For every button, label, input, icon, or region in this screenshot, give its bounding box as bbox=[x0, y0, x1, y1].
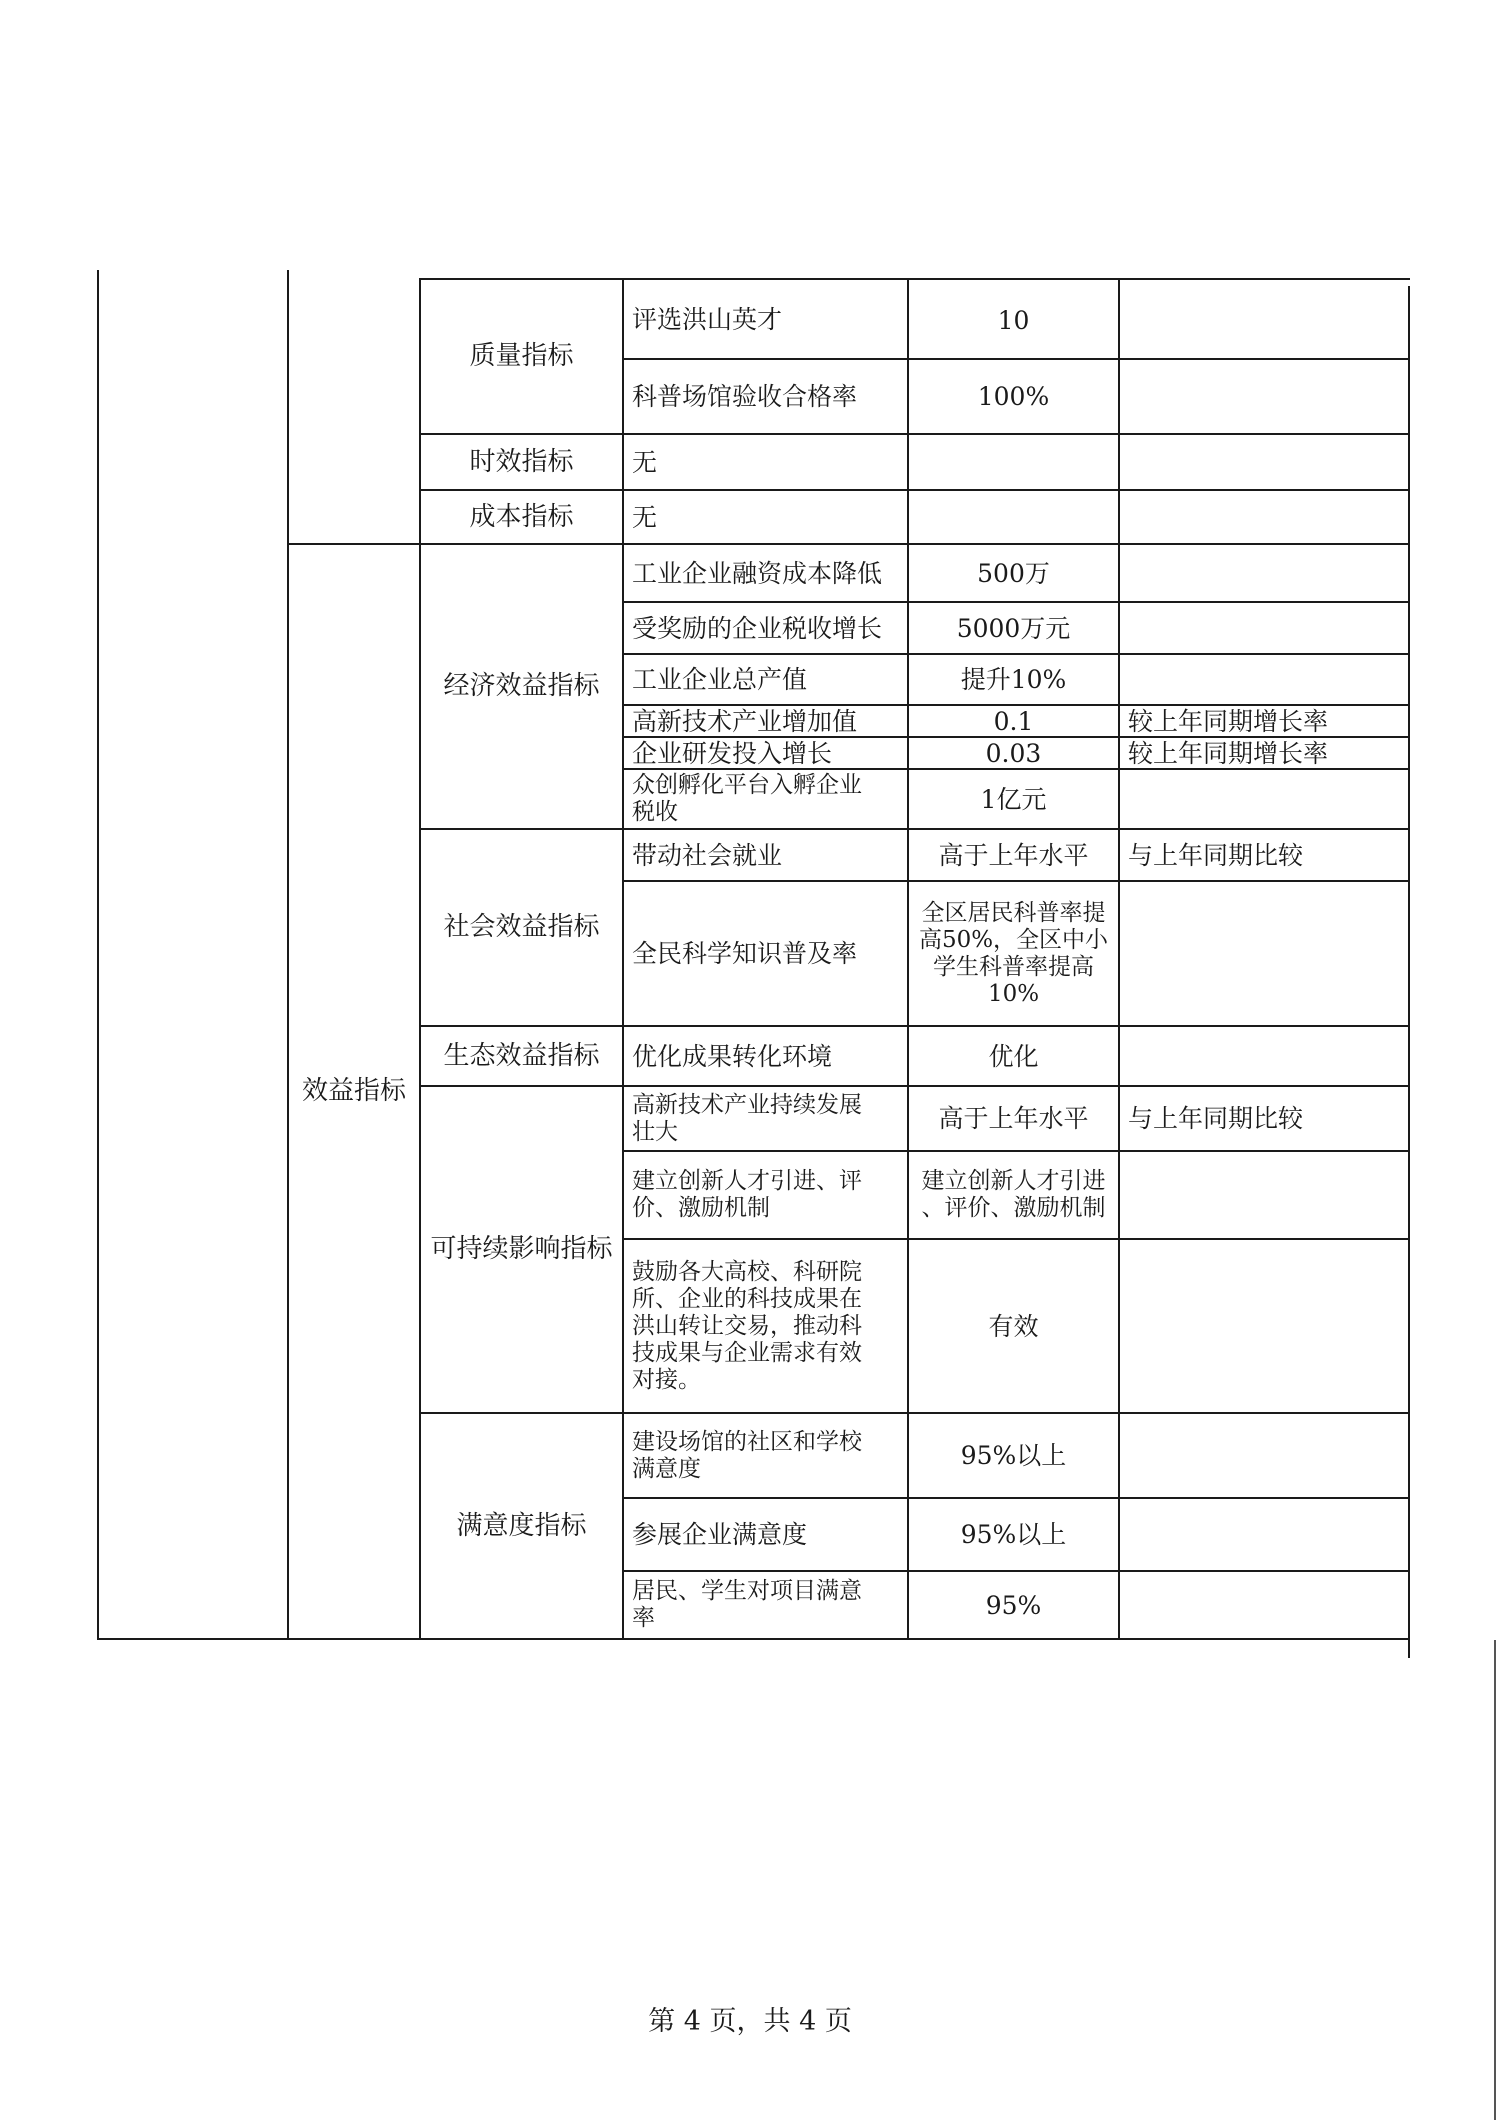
indicator-cell: 参展企业满意度 bbox=[632, 1520, 808, 1549]
indicator-cell: 工业企业融资成本降低 bbox=[632, 558, 883, 588]
indicator-cell: 高新技术产业增加值 bbox=[632, 706, 858, 736]
category-cost: 成本指标 bbox=[469, 501, 574, 532]
indicator-cell: 高新技术产业持续发展 壮大 bbox=[632, 1091, 862, 1145]
category-ecological: 生态效益指标 bbox=[443, 1040, 600, 1071]
value-cell: 优化 bbox=[988, 1041, 1039, 1071]
value-cell: 高于上年水平 bbox=[938, 1104, 1089, 1133]
value-cell: 建立创新人才引进 、评价、激励机制 bbox=[921, 1168, 1106, 1221]
indicator-cell: 评选洪山英才 bbox=[632, 304, 783, 334]
page-number-footer: 第 4 页，共 4 页 bbox=[648, 2006, 852, 2037]
indicator-cell: 工业企业总产值 bbox=[632, 665, 808, 694]
remark-cell: 较上年同期增长率 bbox=[1128, 738, 1329, 768]
value-cell: 1亿元 bbox=[980, 784, 1047, 814]
indicator-cell: 企业研发投入增长 bbox=[632, 738, 833, 768]
value-cell: 95%以上 bbox=[960, 1520, 1067, 1549]
value-cell: 提升10% bbox=[960, 665, 1067, 694]
indicator-cell: 带动社会就业 bbox=[632, 840, 783, 870]
indicator-cell: 众创孵化平台入孵企业 税收 bbox=[632, 772, 862, 825]
value-cell: 5000万元 bbox=[956, 613, 1071, 643]
category-timeliness: 时效指标 bbox=[469, 446, 574, 477]
value-cell: 95% bbox=[985, 1590, 1042, 1620]
value-cell: 10 bbox=[997, 305, 1030, 335]
value-cell: 0.1 bbox=[993, 706, 1034, 736]
indicator-cell: 全民科学知识普及率 bbox=[632, 939, 858, 968]
value-cell: 0.03 bbox=[985, 738, 1042, 768]
indicator-cell: 建立创新人才引进、评 价、激励机制 bbox=[632, 1168, 862, 1221]
category-satisfaction: 满意度指标 bbox=[456, 1510, 587, 1541]
indicator-cell: 受奖励的企业税收增长 bbox=[632, 613, 883, 643]
value-cell: 100% bbox=[977, 382, 1050, 411]
value-cell: 500万 bbox=[977, 558, 1050, 588]
indicator-cell: 科普场馆验收合格率 bbox=[632, 382, 858, 411]
category-economic: 经济效益指标 bbox=[443, 671, 600, 701]
indicator-cell: 无 bbox=[632, 447, 658, 477]
category-quality: 质量指标 bbox=[469, 341, 574, 371]
value-cell: 有效 bbox=[988, 1311, 1039, 1341]
indicator-cell: 优化成果转化环境 bbox=[632, 1041, 833, 1071]
indicator-cell: 无 bbox=[632, 502, 658, 532]
remark-cell: 与上年同期比较 bbox=[1128, 1104, 1304, 1133]
level1-category-label: 效益指标 bbox=[301, 1076, 406, 1106]
value-cell: 全区居民科普率提 高50%，全区中小 学生科普率提高 10% bbox=[918, 899, 1109, 1007]
remark-cell: 较上年同期增长率 bbox=[1128, 706, 1329, 736]
value-cell: 95%以上 bbox=[960, 1441, 1067, 1470]
value-cell: 高于上年水平 bbox=[938, 840, 1089, 870]
category-social: 社会效益指标 bbox=[443, 912, 600, 942]
indicator-cell: 居民、学生对项目满意 率 bbox=[632, 1578, 862, 1631]
category-sustainable: 可持续影响指标 bbox=[430, 1234, 613, 1264]
indicator-cell: 建设场馆的社区和学校 满意度 bbox=[632, 1428, 862, 1482]
indicator-cell: 鼓励各大高校、科研院 所、企业的科技成果在 洪山转让交易，推动科 技成果与企业需求有效 对接。 bbox=[632, 1258, 862, 1393]
remark-cell: 与上年同期比较 bbox=[1128, 840, 1304, 870]
scan-edge-line bbox=[1494, 1640, 1496, 2120]
